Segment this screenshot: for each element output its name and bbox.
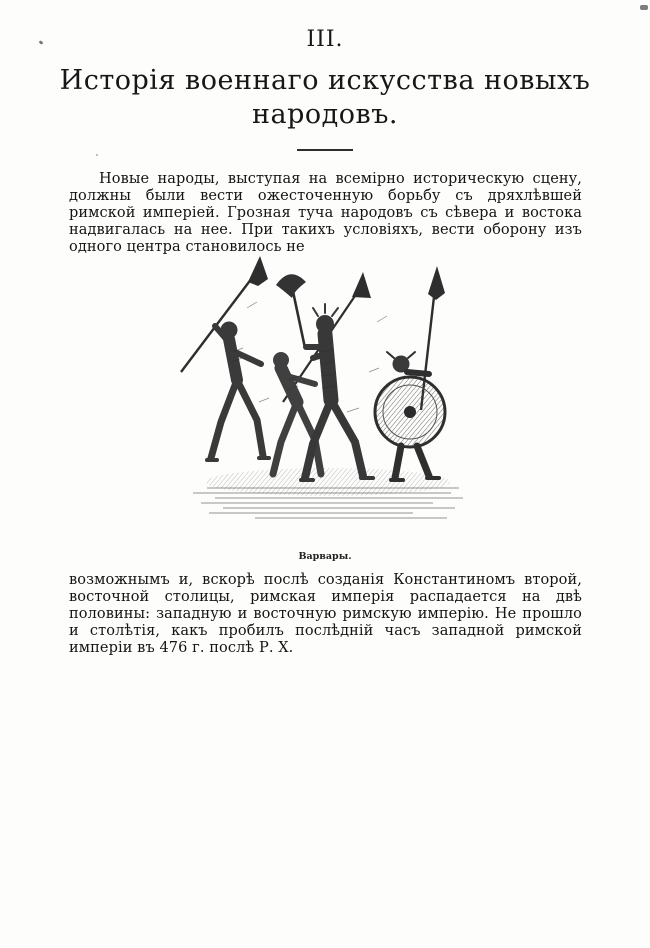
figure-caption: Варвары. xyxy=(298,551,352,562)
texture-strokes xyxy=(231,302,387,412)
title-divider xyxy=(297,149,353,151)
warrior-shield-bearer xyxy=(375,352,445,480)
figure-block xyxy=(163,252,487,562)
scan-speck xyxy=(96,154,98,156)
page-title xyxy=(0,64,650,132)
warrior-center xyxy=(301,304,373,480)
shadow-ellipse xyxy=(206,468,450,496)
scan-speck xyxy=(640,5,648,10)
paragraph-after-figure: возможнымъ и, вскорѣ послѣ созданія Константиномъ второй, восточной столицы, римская имперія распадается на двѣ половины: западную и восточную римскую имперію. Не прошло и столѣтія, какъ пробилъ послѣдній часъ западной римской имперіи въ 476 г. послѣ Р. Х. xyxy=(69,572,582,656)
barbarians-illustration xyxy=(163,252,485,544)
title-line-2: народовъ. xyxy=(252,99,398,130)
chapter-numeral: III. xyxy=(306,27,344,52)
warrior-left xyxy=(207,322,269,461)
paragraph-before-figure: Новые народы, выступая на всемірно историческую сцену, должны были вести ожесточенную борьбу съ дряхлѣвшей римской имперіей. Грозная туча народовъ съ сѣвера и востока надвигалась на нее. При такихъ условіяхъ, вести оборону изъ одного центра становилось не xyxy=(69,171,582,255)
title-line-1: Исторія военнаго искусства новыхъ xyxy=(59,65,591,96)
